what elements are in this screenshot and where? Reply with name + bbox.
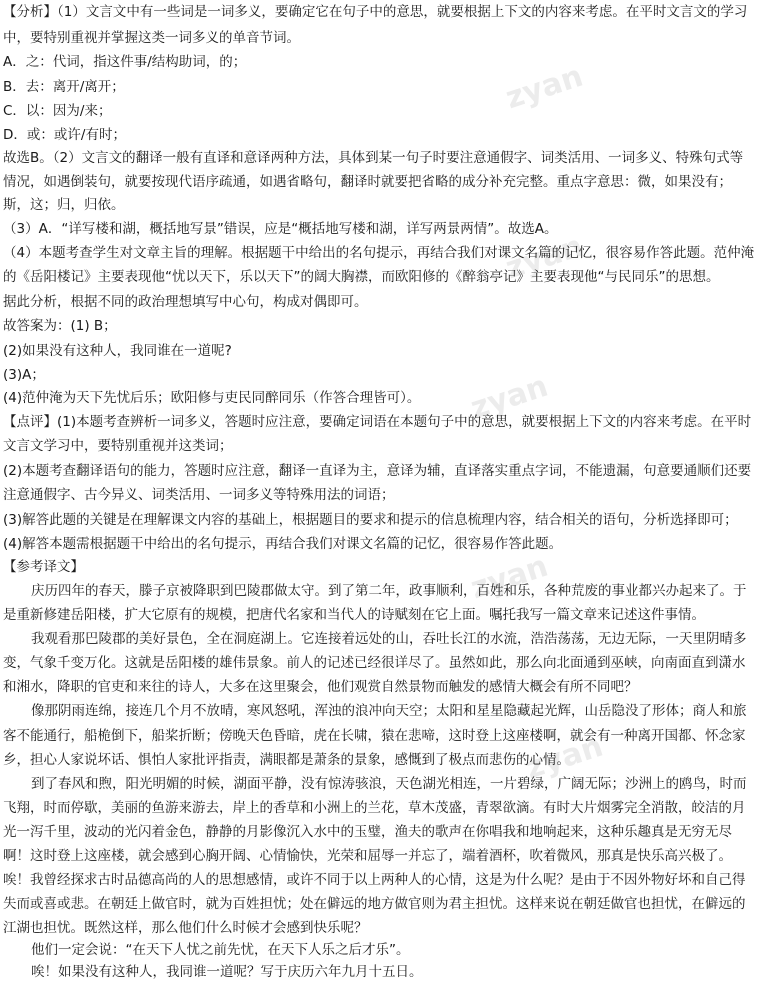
watermark: zyan (466, 548, 553, 607)
translation-line: 是重新修建岳阳楼，扩大它原有的规模，把唐代名家和当代人的诗赋刻在它上面。嘱托我写一篇文章来记述这件事情。 (3, 607, 705, 623)
translation-line: 客不能通行，船桅倒下，船桨折断；傍晚天色昏暗，虎在长啸，猿在悲啼，这时登上这座楼啊，就会有一种离开国都、怀念家 (3, 728, 746, 744)
option-c: C．以：因为/来； (3, 103, 112, 119)
comment-line: (3)解答此题的关键是在理解课文内容的基础上，根据题目的要求和提示的信息梳理内容，结合相关的语句，分析选择即可； (3, 512, 738, 528)
translation-line: 庆历四年的春天，滕子京被降职到巴陵郡做太守。到了第二年，政事顺利，百姓和乐，各种荒废的事业都兴办起来了。于 (31, 583, 747, 599)
answer-line: 故答案为：(1) B； (3, 318, 117, 334)
translation-line: 光一泻千里，波动的光闪着金色，静静的月影像沉入水中的玉璧，渔夫的歌声在你唱我和地响起来，这种乐趣真是无穷无尽 (3, 824, 732, 840)
translation-line: 像那阴雨连绵，接连几个月不放晴，寒风怒吼，浑浊的浪冲向天空；太阳和星星隐藏起光辉，山岳隐没了形体；商人和旅 (31, 703, 747, 719)
translation-line: 他们一定会说：“在天下人忧之前先忧，在天下人乐之后才乐”。 (31, 942, 410, 958)
watermark: zyan (501, 228, 588, 287)
analysis-line: 的《岳阳楼记》主要表现他“忧以天下，乐以天下”的阔大胸襟，而欧阳修的《醉翁亭记》主要表现他“与民同乐”的思想。 (3, 269, 720, 285)
option-d: D．或：或许/有时； (3, 127, 126, 143)
translation-line: 和湘水，降职的官吏和来往的诗人，大多在这里聚会，他们观赏自然景物而触发的感情大概会有所不同吧？ (3, 679, 638, 695)
watermark: zyan (501, 58, 588, 117)
analysis-line: 中，要特别重视并掌握这类一词多义的单音节词。 (3, 30, 300, 46)
analysis-line: 情况，如遇倒装句，就要按现代语序疏通，如遇省略句，翻译时就要把省略的成分补充完整。重点字意思：微，如果没有； (3, 174, 732, 190)
translation-line: 我观看那巴陵郡的美好景色，全在洞庭湖上。它连接着远处的山，吞吐长江的水流，浩浩荡荡，无边无际，一天里阴晴多 (31, 631, 747, 647)
option-a: A．之：代词，指这件事/结构助词，的； (3, 54, 247, 70)
translation-line: 飞翔，时而停歇，美丽的鱼游来游去，岸上的香草和小洲上的兰花，草木茂盛，青翠欲滴。有时大片烟雾完全消散，皎洁的月 (3, 800, 746, 816)
translation-line: 江湖也担忧。既然这样，那么他们什么时候才会感到快乐呢？ (3, 920, 368, 936)
translation-line: 失而或喜或悲。在朝廷上做官时，就为百姓担忧；处在僻远的地方做官则为君主担忧。这样来说在朝廷做官也担忧，在僻远的 (3, 896, 746, 912)
analysis-line: 据此分析，根据不同的政治理想填写中心句，构成对偶即可。 (3, 294, 368, 310)
watermark: zyan (521, 728, 608, 787)
translation-line: 唉！我曾经探求古时品德高尚的人的思想感情，或许不同于以上两种人的心情，这是为什么呢？是由于不因外物好坏和自己得 (3, 872, 746, 888)
comment-line: 注意通假字、古今异义、词类活用、一词多义等特殊用法的词语； (3, 487, 395, 503)
watermark: zyan (466, 368, 553, 427)
option-b: B．去：离开/离开； (3, 79, 125, 95)
translation-heading: 【参考译文】 (3, 559, 84, 575)
comment-line: 【点评】(1)本题考查辨析一词多义，答题时应注意，要确定词语在本题句子中的意思，就要根据上下文的内容来考虑。在平时 (3, 414, 752, 430)
answer-line: (2)如果没有这种人，我同谁在一道呢? (3, 343, 232, 359)
analysis-line: （4）本题考查学生对文章主旨的理解。根据题干中给出的名句提示，再结合我们对课文名篇的记忆，很容易作答此题。范仲淹 (3, 245, 755, 261)
answer-line: (3)A； (3, 367, 45, 383)
translation-line: 啊！这时登上这座楼，就会感到心胸开阔、心情愉快，光荣和屈辱一并忘了，端着酒杯，吹着微风，那真是快乐高兴极了。 (3, 848, 732, 864)
translation-line: 变，气象千变万化。这就是岳阳楼的雄伟景象。前人的记述已经很详尽了。虽然如此，那么向北面通到巫峡，向南面直到潇水 (3, 655, 746, 671)
translation-line: 到了春风和煦，阳光明媚的时候，湖面平静，没有惊涛骇浪，天色湖光相连，一片碧绿，广阔无际；沙洲上的鸥鸟，时而 (31, 776, 747, 792)
analysis-line: 斯，这；归，归依。 (3, 197, 125, 213)
analysis-line: 故选B。（2）文言文的翻译一般有直译和意译两种方法，具体到某一句子时要注意通假字、词类活用、一词多义、特殊句式等 (3, 150, 744, 166)
comment-line: (4)解答本题需根据题干中给出的名句提示，再结合我们对课文名篇的记忆，很容易作答此题。 (3, 536, 563, 552)
analysis-line: 【分析】（1）文言文中有一些词是一词多义，要确定它在句子中的意思，就要根据上下文的内容来考虑。在平时文言文的学习 (3, 4, 748, 20)
translation-line: 乡，担心人家说坏话、惧怕人家批评指责，满眼都是萧条的景象，感慨到了极点而悲伤的心情。 (3, 752, 570, 768)
comment-line: (2)本题考查翻译语句的能力，答题时应注意，翻译一直译为主，意译为辅，直译落实重点字词，不能遗漏，句意要通顺们还要 (3, 463, 752, 479)
translation-line: 唉！如果没有这种人，我同谁一道呢？写于庆历六年九月十五日。 (31, 964, 423, 980)
analysis-line: （3）A．“详写楼和湖，概括地写景”错误，应是“概括地写楼和湖，详写两景两情”。故选A。 (3, 221, 558, 237)
answer-line: (4)范仲淹为天下先忧后乐；欧阳修与吏民同醉同乐（作答合理皆可）。 (3, 390, 421, 406)
comment-line: 文言文学习中，要特别重视并这类词； (3, 438, 233, 454)
